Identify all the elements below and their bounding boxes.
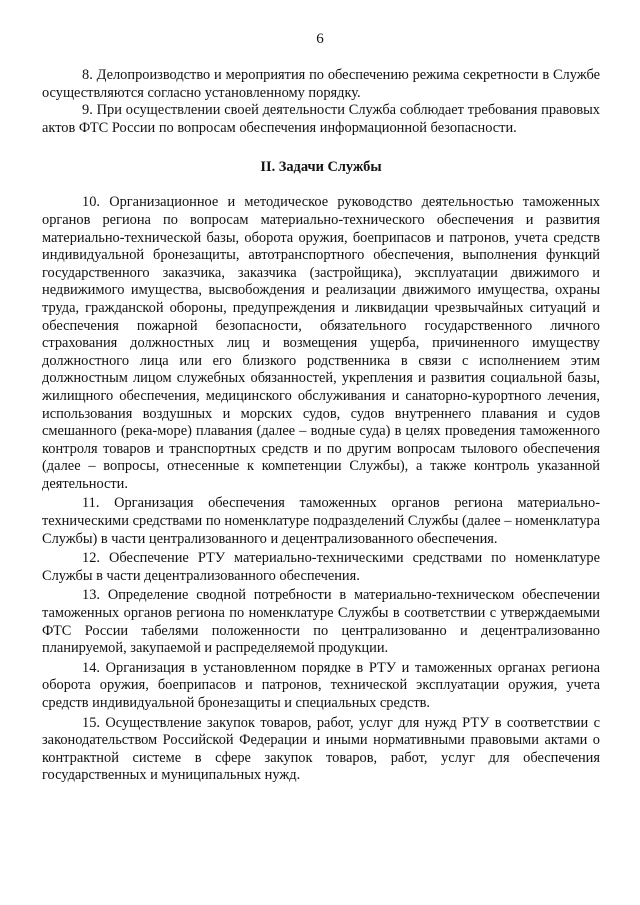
paragraph-9: 9. При осуществлении своей деятельности Служба соблюдает требования правовых актов ФТС России по вопросам обеспечения информационной безопасности. [42, 102, 600, 136]
paragraph-8: 8. Делопроизводство и мероприятия по обеспечению режима секретности в Службе осуществляются согласно установленному порядку. [42, 67, 600, 101]
task-10: 10. Организационное и методическое руководство деятельностью таможенных органов региона по вопросам материально-технического обеспечения и развития материально-технической базы, оборота оружия, боеприпасов и патронов, учета средств индивидуальной бронезащиты, автотранспортного обеспечения, выполнения функций государственного заказчика, заказчика (застройщика), эксплуатации движимого и недвижимого имущества, высвобождения и реализации движимого имущества, охраны труда, гражданской обороны, предупреждения и ликвидации чрезвычайных ситуаций и обеспечения пожарной безопасности, обязательного государственного личного страхования должностных лиц и возмещения ущерба, причиненного имуществу должностного лица или его близкого родственника в связи с исполнением этим должностным лицом служебных обязанностей, укрепления и развития социальной базы, жилищного обеспечения, медицинского обслуживания и санаторно-курортного лечения, использования воздушных и морских судов, судов внутреннего плавания и судов смешанного (река-море) плавания (далее – водные суда) в целях проведения таможенного контроля товаров и транспортных средств и по другим вопросам тылового обеспечения (далее – вопросы, отнесенные к компетенции Службы), а также контроль указанной деятельности. [42, 194, 600, 492]
task-15: 15. Осуществление закупок товаров, работ, услуг для нужд РТУ в соответствии с законодательством Российской Федерации и иными нормативными правовыми актами о контрактной системе в сфере закупок товаров, работ, услуг для обеспечения государственных и муниципальных нужд. [42, 714, 600, 784]
page-number: 6 [316, 31, 324, 47]
task-12: 12. Обеспечение РТУ материально-техническими средствами по номенклатуре Службы в части децентрализованного обеспечения. [42, 550, 600, 584]
section-heading: II. Задачи Службы [260, 159, 382, 176]
task-11: 11. Организация обеспечения таможенных органов региона материально-техническими средствами по номенклатуре подразделений Службы (далее – номенклатура Службы) в части централизованного и децентрализованного обеспечения. [42, 495, 600, 547]
task-13: 13. Определение сводной потребности в материально-техническом обеспечении таможенных органов региона по номенклатуре Службы в соответствии с утверждаемыми ФТС России табелями положенности по централизованно и децентрализованно планируемой, закупаемой и распределяемой продукции. [42, 587, 600, 657]
document-body [42, 67, 600, 785]
task-14: 14. Организация в установленном порядке в РТУ и таможенных органах региона оборота оружия, боеприпасов и патронов, технической эксплуатации оружия, учета средств индивидуальной бронезащиты и специальных средств. [42, 659, 600, 711]
